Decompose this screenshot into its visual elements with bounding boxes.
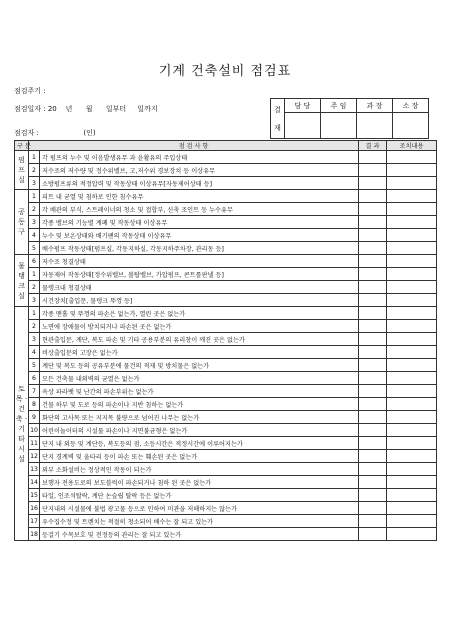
result-cell[interactable] xyxy=(359,372,387,385)
page-title: 기계 건축설비 점검표 xyxy=(158,64,292,79)
header-category: 구 분 xyxy=(15,141,29,151)
result-cell[interactable] xyxy=(359,255,387,268)
result-cell[interactable] xyxy=(359,307,387,320)
item-number: 15 xyxy=(29,489,40,502)
item-text: 각 펌프의 누수 및 이음발생유무 과 윤활유의 주입상태 xyxy=(40,151,359,164)
action-cell[interactable] xyxy=(387,307,437,320)
action-cell[interactable] xyxy=(387,372,437,385)
item-text: 배수펌프 작동상태[펌프실, 각동지하실, 각동지하주차장, 관리동 등] xyxy=(40,242,359,255)
checklist-row xyxy=(15,333,437,346)
item-text: 저수조 청결상태 xyxy=(40,255,359,268)
item-number: 2 xyxy=(29,281,40,294)
item-number: 5 xyxy=(29,242,40,255)
item-number: 13 xyxy=(29,463,40,476)
action-cell[interactable] xyxy=(387,437,437,450)
section-category: 토목 · 건축 · 기타시설 xyxy=(15,307,29,541)
action-cell[interactable] xyxy=(387,333,437,346)
action-cell[interactable] xyxy=(387,242,437,255)
item-text: 타일, 인조석탈락, 계단 논슬립 탈락 등은 없는가 xyxy=(40,489,359,502)
result-cell[interactable] xyxy=(359,437,387,450)
result-cell[interactable] xyxy=(359,385,387,398)
checklist-row xyxy=(15,463,437,476)
item-number: 14 xyxy=(29,476,40,489)
item-number: 16 xyxy=(29,502,40,515)
action-cell[interactable] xyxy=(387,229,437,242)
result-cell[interactable] xyxy=(359,203,387,216)
result-cell[interactable] xyxy=(359,216,387,229)
item-text: 노면에 장애물이 방치되거나 파손된 곳은 없는가 xyxy=(40,320,359,333)
item-number: 2 xyxy=(29,320,40,333)
item-text: 현관출입문, 계단, 복도 파손 및 기타 공용부분의 유리창이 깨진 곳은 없는가 xyxy=(40,333,359,346)
item-text: 계단 및 복도 등의 공유부분에 물건의 적재 및 방치물은 없는가 xyxy=(40,359,359,372)
checklist-row xyxy=(15,255,437,268)
result-cell[interactable] xyxy=(359,411,387,424)
result-cell[interactable] xyxy=(359,515,387,528)
checklist-row xyxy=(15,307,437,320)
checklist-row xyxy=(15,164,437,177)
checklist-row xyxy=(15,177,437,190)
approval-side-1: 결 xyxy=(274,105,281,114)
action-cell[interactable] xyxy=(387,424,437,437)
item-text: 단지내의 시설물에 불법 광고물 등으로 인하여 미관을 저해하지는 않는가 xyxy=(40,502,359,515)
inspector: 점검자 : (인) xyxy=(14,129,96,137)
result-cell[interactable] xyxy=(359,268,387,281)
checklist-row xyxy=(15,242,437,255)
item-number: 11 xyxy=(29,437,40,450)
item-number: 4 xyxy=(29,346,40,359)
item-text: 비상출입문의 고장은 없는가 xyxy=(40,346,359,359)
item-text: 각 배관의 부식, 스트레이너의 청소 및 접합부, 신축 조인트 등 누수유무 xyxy=(40,203,359,216)
checklist-row xyxy=(15,359,437,372)
checklist-row xyxy=(15,450,437,463)
approval-sign-cell[interactable] xyxy=(285,113,321,139)
approval-sign-cell[interactable] xyxy=(321,113,357,139)
result-cell[interactable] xyxy=(359,294,387,307)
item-number: 3 xyxy=(29,216,40,229)
checklist-row xyxy=(15,398,437,411)
result-cell[interactable] xyxy=(359,424,387,437)
checklist-row xyxy=(15,502,437,515)
result-cell[interactable] xyxy=(359,450,387,463)
item-text: 등걸기 수목보호 및 전정등의 관리는 잘 되고 있는가 xyxy=(40,528,359,541)
item-text: 물탱크내 청결상태 xyxy=(40,281,359,294)
item-text: 각종 밸브의 기능별 계폐 및 작동상태 이상유무 xyxy=(40,216,359,229)
action-cell[interactable] xyxy=(387,346,437,359)
checklist-row xyxy=(15,294,437,307)
checklist-row xyxy=(15,229,437,242)
checklist-row xyxy=(15,320,437,333)
result-cell[interactable] xyxy=(359,346,387,359)
item-number: 7 xyxy=(29,385,40,398)
approval-sign-cell[interactable] xyxy=(393,113,429,139)
result-cell[interactable] xyxy=(359,463,387,476)
item-text: 우수집수정 및 트렌치는 적절히 청소되어 배수는 잘 되고 있는가 xyxy=(40,515,359,528)
result-cell[interactable] xyxy=(359,281,387,294)
approval-sign-cell[interactable] xyxy=(357,113,393,139)
header-item: 점 검 사 항 xyxy=(29,141,359,151)
checklist-row xyxy=(15,385,437,398)
result-cell[interactable] xyxy=(359,229,387,242)
checklist-row xyxy=(15,281,437,294)
result-cell[interactable] xyxy=(359,177,387,190)
item-number: 3 xyxy=(29,294,40,307)
action-cell[interactable] xyxy=(387,359,437,372)
approval-header: 과 장 xyxy=(357,99,393,113)
checklist-row xyxy=(15,489,437,502)
item-number: 3 xyxy=(29,333,40,346)
action-cell[interactable] xyxy=(387,281,437,294)
result-cell[interactable] xyxy=(359,398,387,411)
item-text: 건물 하부 및 도로 등의 파손이나 지반 침하는 없는가 xyxy=(40,398,359,411)
inspection-cycle: 점검주기 : xyxy=(14,87,46,95)
action-cell[interactable] xyxy=(387,515,437,528)
item-number: 1 xyxy=(29,151,40,164)
action-cell[interactable] xyxy=(387,450,437,463)
item-number: 1 xyxy=(29,268,40,281)
item-number: 8 xyxy=(29,398,40,411)
item-number: 2 xyxy=(29,203,40,216)
item-text: 소방펌프류의 적정압력 및 작동상태 이상유무[자동제어상태 등] xyxy=(40,177,359,190)
action-cell[interactable] xyxy=(387,385,437,398)
item-number: 18 xyxy=(29,528,40,541)
result-cell[interactable] xyxy=(359,502,387,515)
section-category: 공동구 xyxy=(15,190,29,255)
action-cell[interactable] xyxy=(387,398,437,411)
result-cell[interactable] xyxy=(359,528,387,541)
item-number: 5 xyxy=(29,359,40,372)
item-text: 모든 건축물 내외벽의 균열은 없는가 xyxy=(40,372,359,385)
approval-box xyxy=(270,98,429,139)
action-cell[interactable] xyxy=(387,463,437,476)
item-text: 옥상 파라펫 및 난간의 파손부위는 없는가 xyxy=(40,385,359,398)
action-cell[interactable] xyxy=(387,320,437,333)
action-cell[interactable] xyxy=(387,502,437,515)
result-cell[interactable] xyxy=(359,151,387,164)
action-cell[interactable] xyxy=(387,177,437,190)
action-cell[interactable] xyxy=(387,216,437,229)
section-category: 펌프실 xyxy=(15,151,29,190)
result-cell[interactable] xyxy=(359,359,387,372)
item-number: 1 xyxy=(29,190,40,203)
action-cell[interactable] xyxy=(387,255,437,268)
result-cell[interactable] xyxy=(359,333,387,346)
section-category: 물탱크실 xyxy=(15,255,29,307)
result-cell[interactable] xyxy=(359,320,387,333)
action-cell[interactable] xyxy=(387,268,437,281)
action-cell[interactable] xyxy=(387,203,437,216)
item-text: 단지 경계벽 및 울타리 등이 파손 또는 훼손된 곳은 없는가 xyxy=(40,450,359,463)
action-cell[interactable] xyxy=(387,528,437,541)
item-text: 외부 소화설비는 정상적인 작동이 되는가 xyxy=(40,463,359,476)
item-text: 누수 및 보온상태와 배기팬의 작동상태 이상유무 xyxy=(40,229,359,242)
checklist-row xyxy=(15,151,437,164)
checklist-row xyxy=(15,268,437,281)
checklist-row xyxy=(15,528,437,541)
item-number: 10 xyxy=(29,424,40,437)
approval-side-2: 재 xyxy=(274,123,281,132)
item-number: 9 xyxy=(29,411,40,424)
item-text: 각종 맨홀 및 뚜껑의 파손은 없는가, 열린 곳은 없는가 xyxy=(40,307,359,320)
action-cell[interactable] xyxy=(387,190,437,203)
checklist-row xyxy=(15,476,437,489)
checklist-row xyxy=(15,424,437,437)
result-cell[interactable] xyxy=(359,190,387,203)
approval-header: 소 장 xyxy=(393,99,429,113)
item-text: 자동제어 작동상태[정수위밸브, 볼탑밸브, 가압펌프, 콘트롤판넬 등] xyxy=(40,268,359,281)
item-number: 3 xyxy=(29,177,40,190)
result-cell[interactable] xyxy=(359,164,387,177)
item-text: 보행자 전용도로의 보도블럭이 파손되거나 침하 된 곳은 없는가 xyxy=(40,476,359,489)
item-text: 시건장치[출입문, 물탱크 뚜껑 등] xyxy=(40,294,359,307)
inspection-date: 점검일자 : 20 년 월 일부터 일까지 xyxy=(14,105,158,113)
result-cell[interactable] xyxy=(359,489,387,502)
item-number: 2 xyxy=(29,164,40,177)
checklist-row xyxy=(15,437,437,450)
item-number: 1 xyxy=(29,307,40,320)
approval-header: 담 당 xyxy=(285,99,321,113)
result-cell[interactable] xyxy=(359,242,387,255)
checklist-body xyxy=(15,151,437,541)
checklist-row xyxy=(15,411,437,424)
result-cell[interactable] xyxy=(359,476,387,489)
header-action: 조치내용 xyxy=(387,141,437,151)
checklist-row xyxy=(15,346,437,359)
checklist-row xyxy=(15,203,437,216)
item-number: 17 xyxy=(29,515,40,528)
approval-side-label xyxy=(271,99,285,139)
action-cell[interactable] xyxy=(387,164,437,177)
action-cell[interactable] xyxy=(387,411,437,424)
item-text: 단지 내 외등 및 계단등, 복도등의 점, 소등시간은 적정시간에 이루어지는가 xyxy=(40,437,359,450)
checklist-table xyxy=(14,140,437,541)
checklist-row xyxy=(15,372,437,385)
checklist-row xyxy=(15,216,437,229)
action-cell[interactable] xyxy=(387,489,437,502)
action-cell[interactable] xyxy=(387,476,437,489)
checklist-row xyxy=(15,190,437,203)
checklist-row xyxy=(15,515,437,528)
item-number: 6 xyxy=(29,372,40,385)
item-number: 6 xyxy=(29,255,40,268)
item-text: 어린이놀이터의 시설물 파손이나 지면불균형은 없는가 xyxy=(40,424,359,437)
item-text: 저수조의 저수량 및 정수위밸브, 고,저수위 경보장치 등 이상유무 xyxy=(40,164,359,177)
item-number: 12 xyxy=(29,450,40,463)
item-number: 4 xyxy=(29,229,40,242)
header-result: 결 과 xyxy=(359,141,387,151)
action-cell[interactable] xyxy=(387,151,437,164)
item-text: 화단의 고사목 또는 지지목 불량으로 넘어진 나무는 없는가 xyxy=(40,411,359,424)
action-cell[interactable] xyxy=(387,294,437,307)
approval-header: 주 임 xyxy=(321,99,357,113)
item-text: 피트 내 균열 및 침하로 인한 침수유무 xyxy=(40,190,359,203)
